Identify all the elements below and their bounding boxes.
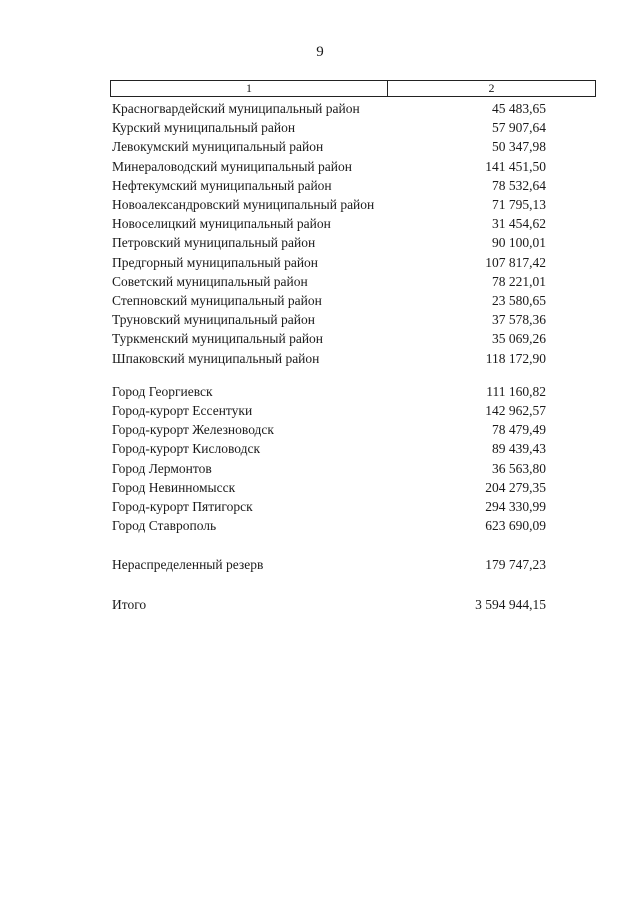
table-row bbox=[112, 291, 552, 310]
header-col-2: 2 bbox=[488, 81, 495, 95]
table-row bbox=[112, 137, 552, 156]
reserve-label: Нераспределенный резерв bbox=[112, 557, 264, 573]
table-row bbox=[112, 272, 552, 291]
table-row bbox=[112, 157, 552, 176]
total-row bbox=[112, 595, 552, 614]
row-value: 31 454,62 bbox=[492, 216, 546, 232]
row-name: Город-курорт Ессентуки bbox=[112, 403, 253, 419]
total-value: 3 594 944,15 bbox=[475, 596, 546, 612]
row-value: 111 160,82 bbox=[486, 383, 546, 399]
row-value: 36 563,80 bbox=[492, 460, 546, 476]
header-col-1: 1 bbox=[111, 81, 388, 96]
table-row bbox=[112, 459, 552, 478]
row-name: Левокумский муниципальный район bbox=[112, 139, 324, 155]
table-row bbox=[112, 195, 552, 214]
row-name: Туркменский муниципальный район bbox=[112, 331, 324, 347]
table-header bbox=[110, 80, 596, 97]
row-value: 37 578,36 bbox=[492, 312, 546, 328]
table-row bbox=[112, 382, 552, 401]
table-row bbox=[112, 439, 552, 458]
row-value: 204 279,35 bbox=[485, 479, 546, 495]
row-name: Город Невинномысск bbox=[112, 479, 236, 495]
row-name: Труновский муниципальный район bbox=[112, 312, 315, 328]
table-row bbox=[112, 329, 552, 348]
page-number: 9 bbox=[316, 44, 324, 60]
row-name: Степновский муниципальный район bbox=[112, 293, 322, 309]
row-value: 118 172,90 bbox=[485, 350, 546, 366]
row-value: 50 347,98 bbox=[492, 139, 546, 155]
row-name: Город Георгиевск bbox=[112, 383, 213, 399]
districts-section bbox=[112, 99, 552, 368]
row-value: 89 439,43 bbox=[492, 441, 546, 457]
row-name: Шпаковский муниципальный район bbox=[112, 350, 320, 366]
table-row bbox=[112, 310, 552, 329]
row-value: 142 962,57 bbox=[485, 403, 546, 419]
row-value: 78 221,01 bbox=[492, 273, 546, 289]
row-value: 623 690,09 bbox=[485, 518, 546, 534]
allocation-table bbox=[112, 99, 552, 614]
table-row bbox=[112, 516, 552, 535]
table-row bbox=[112, 214, 552, 233]
row-name: Красногвардейский муниципальный район bbox=[112, 101, 360, 116]
table-row bbox=[112, 99, 552, 118]
row-name: Город Ставрополь bbox=[112, 518, 217, 534]
row-name: Город-курорт Пятигорск bbox=[112, 499, 253, 515]
table-row bbox=[112, 349, 552, 368]
reserve-row bbox=[112, 555, 552, 574]
table-row bbox=[112, 253, 552, 272]
table-row bbox=[112, 478, 552, 497]
row-name: Советский муниципальный район bbox=[112, 273, 308, 289]
table-row bbox=[112, 118, 552, 137]
row-value: 107 817,42 bbox=[485, 254, 546, 270]
cities-section bbox=[112, 382, 552, 536]
table-row bbox=[112, 420, 552, 439]
row-value: 78 532,64 bbox=[492, 177, 546, 193]
table-row bbox=[112, 497, 552, 516]
total-label: Итого bbox=[112, 596, 147, 612]
row-value: 45 483,65 bbox=[492, 101, 546, 116]
row-name: Новоалександровский муниципальный район bbox=[112, 197, 375, 213]
table-row bbox=[112, 176, 552, 195]
table-row bbox=[112, 401, 552, 420]
row-name: Город Лермонтов bbox=[112, 460, 212, 476]
row-value: 71 795,13 bbox=[492, 197, 546, 213]
table-row bbox=[112, 233, 552, 252]
row-name: Город-курорт Кисловодск bbox=[112, 441, 261, 457]
row-value: 294 330,99 bbox=[485, 499, 546, 515]
row-name: Петровский муниципальный район bbox=[112, 235, 316, 251]
row-value: 57 907,64 bbox=[492, 120, 546, 136]
row-value: 78 479,49 bbox=[492, 422, 546, 438]
row-value: 35 069,26 bbox=[492, 331, 546, 347]
row-name: Город-курорт Железноводск bbox=[112, 422, 274, 438]
row-name: Предгорный муниципальный район bbox=[112, 254, 319, 270]
row-name: Новоселицкий муниципальный район bbox=[112, 216, 331, 232]
row-name: Минераловодский муниципальный район bbox=[112, 158, 352, 174]
row-name: Курский муниципальный район bbox=[112, 120, 296, 136]
row-value: 90 100,01 bbox=[492, 235, 546, 251]
row-name: Нефтекумский муниципальный район bbox=[112, 177, 332, 193]
row-value: 23 580,65 bbox=[492, 293, 546, 309]
row-value: 141 451,50 bbox=[485, 158, 546, 174]
reserve-value: 179 747,23 bbox=[485, 557, 546, 573]
